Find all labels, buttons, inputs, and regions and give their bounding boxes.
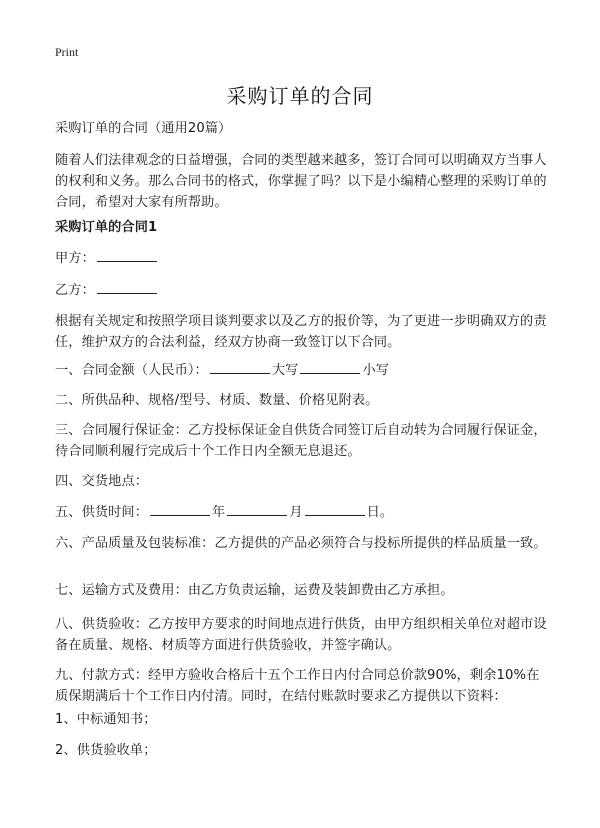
document-list-item: 1、中标通知书；: [55, 712, 157, 727]
amount-upper-label: 大写: [271, 363, 299, 378]
clause-1-prefix: 一、合同金额（人民币）：: [55, 363, 208, 378]
year-blank: [150, 503, 210, 516]
clause-2: 二、所供品种、规格/型号、材质、数量、价格见附表。: [55, 393, 379, 408]
party-a-line: [55, 248, 547, 269]
month-label: 月: [289, 505, 303, 520]
preamble-paragraph: 根据有关规定和按照学项目谈判要求以及乙方的报价等，为了更进一步明确双方的责任，维护双方的合法利益，经双方协商一致签订以下合同。: [55, 314, 547, 350]
day-label: 日。: [366, 505, 394, 520]
party-a-blank: [97, 249, 157, 262]
print-link[interactable]: Print: [55, 45, 79, 59]
amount-upper-blank: [210, 361, 270, 374]
clause-5-prefix: 五、供货时间：: [55, 505, 149, 520]
document-list-item: 2、供货验收单；: [55, 743, 157, 758]
clause-8: 八、供货验收：乙方按甲方要求的时间地点进行供货，由甲方组织相关单位对超市设备在质量、规格、材质等方面进行供货验收，并签字确认。: [55, 617, 547, 653]
clause-4: 四、交货地点：: [55, 474, 149, 489]
month-blank: [227, 503, 287, 516]
document-title: 采购订单的合同: [226, 84, 374, 108]
clause-3: 三、合同履行保证金：乙方投标保证金自供货合同签订后自动转为合同履行保证金，待合同顺利履行完成后十个工作日内全额无息退还。: [55, 423, 547, 459]
party-b-label: 乙方：: [55, 283, 95, 298]
day-blank: [305, 503, 365, 516]
clause-1: [55, 360, 547, 381]
clause-7: 七、运输方式及费用：由乙方负责运输，运费及装卸费由乙方承担。: [55, 583, 454, 598]
party-b-blank: [97, 281, 157, 294]
clause-9: 九、付款方式：经甲方验收合格后十五个工作日内付合同总价款90%，剩余10%在质保期满后十个工作日内付清。同时，在结付账款时要求乙方提供以下资料：: [55, 668, 540, 704]
clause-6: 六、产品质量及包装标准：乙方提供的产品必须符合与投标所提供的样品质量一致。: [55, 536, 547, 551]
year-label: 年: [212, 505, 226, 520]
party-a-label: 甲方：: [55, 251, 95, 266]
section-heading: 采购订单的合同1: [55, 220, 158, 235]
amount-lower-blank: [300, 361, 360, 374]
amount-lower-label: 小写: [362, 363, 390, 378]
document-subtitle: 采购订单的合同（通用20篇）: [55, 121, 232, 136]
clause-5: [55, 502, 547, 523]
party-b-line: [55, 280, 547, 301]
intro-paragraph: 随着人们法律观念的日益增强，合同的类型越来越多，签订合同可以明确双方当事人的权利和义务。那么合同书的格式，你掌握了吗？以下是小编精心整理的采购订单的合同，希望对大家有所帮助。: [55, 153, 547, 210]
